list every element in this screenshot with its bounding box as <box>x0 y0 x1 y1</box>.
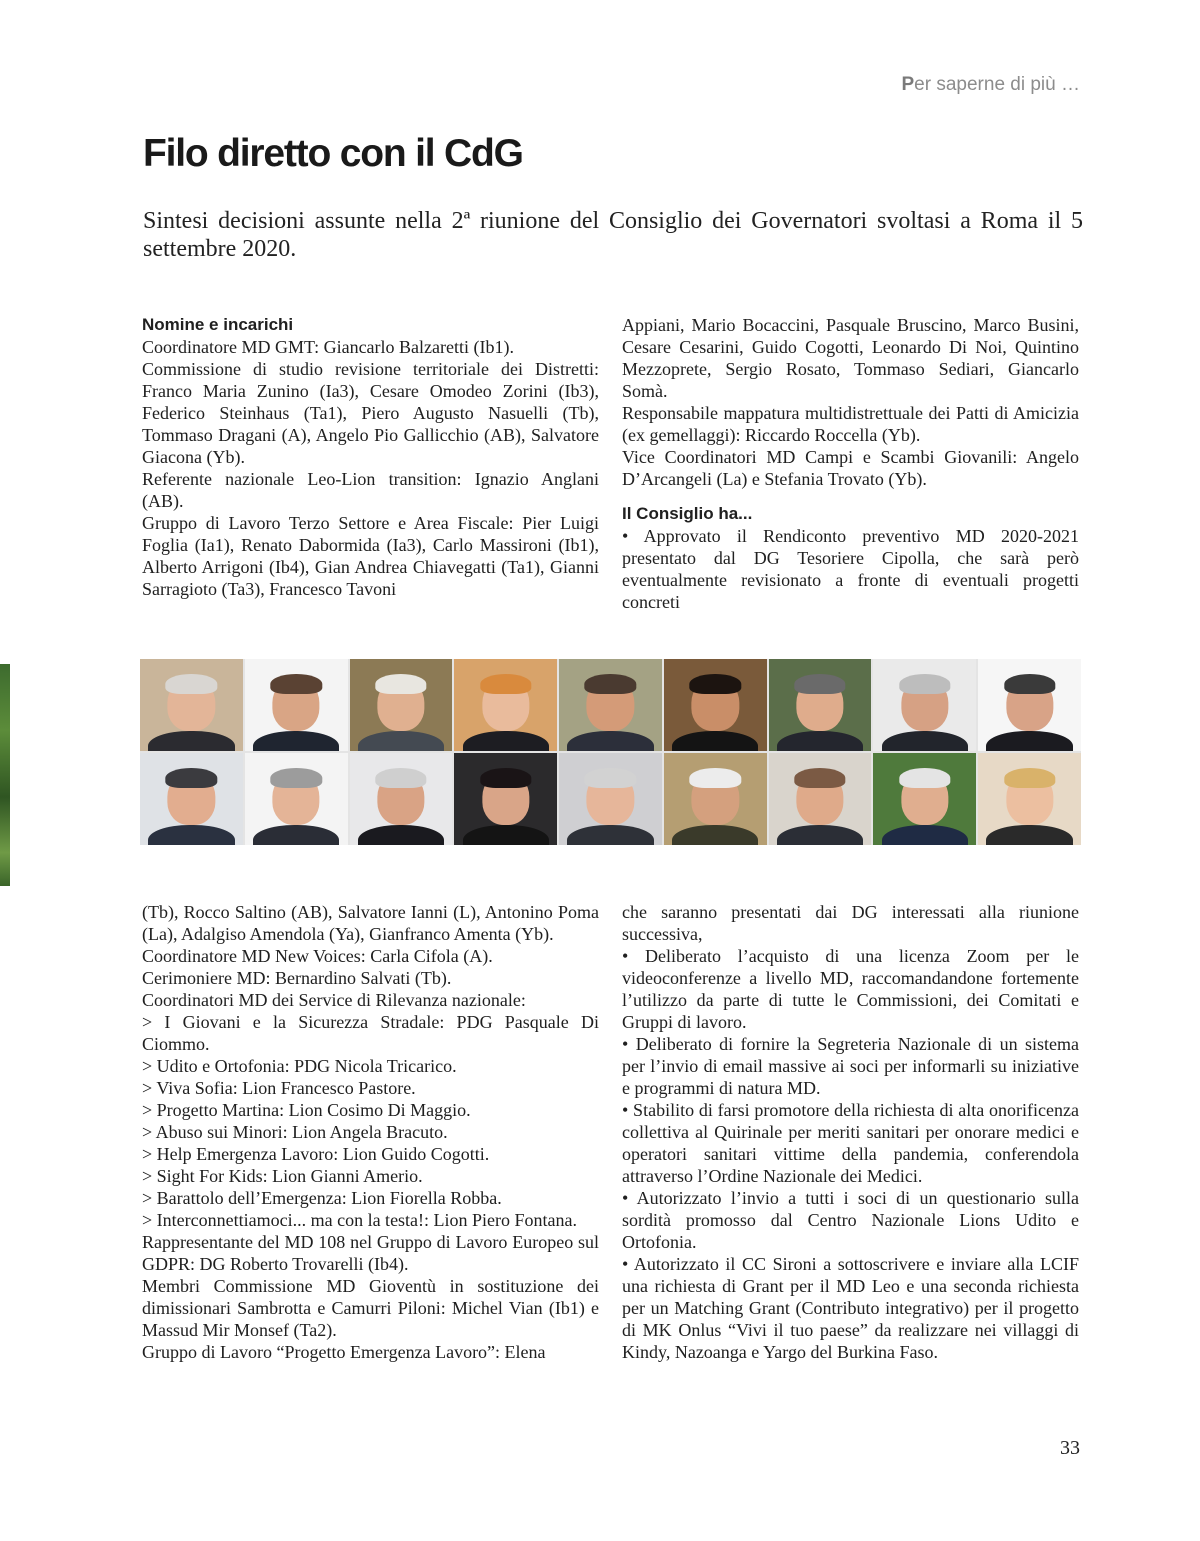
paragraph: Vice Coordinatori MD Campi e Scambi Giovanili: Angelo D’Arcangeli (La) e Stefania Trovato (Yb). <box>622 447 1079 489</box>
portrait-body <box>567 731 653 751</box>
bullet-item: • Autorizzato l’invio a tutti i soci di un questionario sulla sordità promosso dal Centro Nazionale Lions Udito e Ortofonia. <box>622 1188 1079 1252</box>
portrait-photo <box>140 753 243 845</box>
paragraph: che saranno presentati dai DG interessati alla riunione successiva, <box>622 902 1079 944</box>
portrait-body <box>148 731 234 751</box>
portrait-body <box>463 825 549 845</box>
portrait-body <box>777 731 863 751</box>
portrait-photo <box>140 659 243 751</box>
portrait-body <box>882 731 968 751</box>
portrait-body <box>567 825 653 845</box>
list-item: > I Giovani e la Sicurezza Stradale: PDG Pasquale Di Ciommo. <box>142 1012 599 1054</box>
paragraph: Gruppo di Lavoro Terzo Settore e Area Fiscale: Pier Luigi Foglia (Ia1), Renato Dabormida (Ia3), Carlo Massironi (Ib1), Alberto Arrigoni (Ib4), Gian Andrea Chiavegatti (Ta1), Gianni Sarragioto (Ta3), Francesco Tavoni <box>142 513 599 599</box>
paragraph: (Tb), Rocco Saltino (AB), Salvatore Ianni (L), Antonino Poma (La), Adalgiso Amendola (Ya), Gianfranco Amenta (Yb). <box>142 902 599 944</box>
portrait-hair <box>899 768 950 788</box>
portrait-photo <box>664 659 767 751</box>
portrait-photo <box>559 753 662 845</box>
portrait-photo <box>978 753 1081 845</box>
portrait-hair <box>899 674 950 694</box>
list-item: > Progetto Martina: Lion Cosimo Di Maggio. <box>142 1100 471 1120</box>
portrait-photo <box>664 753 767 845</box>
portrait-hair <box>270 674 321 694</box>
portrait-hair <box>480 768 531 788</box>
portrait-hair <box>375 768 426 788</box>
section-header-rest: er saperne di più … <box>914 74 1080 95</box>
portrait-hair <box>585 768 636 788</box>
bullet-item: • Deliberato l’acquisto di una licenza Zoom per le videoconferenze a livello MD, raccomandandone fortemente l’utilizzo da parte di tutte le Commissioni, dei Comitati e Gruppi di lavoro. <box>622 946 1079 1032</box>
portrait-photo <box>978 659 1081 751</box>
column-bottom-right <box>622 901 1079 1363</box>
portrait-hair <box>480 674 531 694</box>
portrait-hair <box>375 674 426 694</box>
paragraph: Cerimoniere MD: Bernardino Salvati (Tb). <box>142 968 452 988</box>
portrait-hair <box>794 768 845 788</box>
paragraph: • Approvato il Rendiconto preventivo MD 2020-2021 presentato dal DG Tesoriere Cipolla, che sarà però eventualmente revisionato a fronte di eventuali progetti concreti <box>622 526 1079 612</box>
bullet-item: • Stabilito di farsi promotore della richiesta di alta onorificenza collettiva al Quirinale per meriti sanitari per onorare medici e operatori sanitari vittime della pandemia, conferendola attraverso l’Ordine Nazionale dei Medici. <box>622 1100 1079 1186</box>
portrait-hair <box>1004 768 1055 788</box>
section-header <box>901 74 1080 96</box>
portrait-body <box>777 825 863 845</box>
paragraph: Membri Commissione MD Gioventù in sostituzione dei dimissionari Sambrotta e Camurri Piloni: Michel Vian (Ib1) e Massud Mir Monsef (Ta2). <box>142 1276 599 1340</box>
portrait-hair <box>166 674 217 694</box>
portrait-photo <box>769 659 872 751</box>
portrait-photo <box>350 659 453 751</box>
list-item: > Udito e Ortofonia: PDG Nicola Tricarico. <box>142 1056 457 1076</box>
portrait-hair <box>794 674 845 694</box>
portrait-body <box>463 731 549 751</box>
portrait-photo <box>245 753 348 845</box>
portrait-body <box>148 825 234 845</box>
portrait-body <box>672 825 758 845</box>
portrait-body <box>253 825 339 845</box>
paragraph: Coordinatore MD GMT: Giancarlo Balzaretti (Ib1). <box>142 337 514 357</box>
portrait-hair <box>690 674 741 694</box>
list-item: > Abuso sui Minori: Lion Angela Bracuto. <box>142 1122 448 1142</box>
portrait-body <box>672 731 758 751</box>
paragraph: Gruppo di Lavoro “Progetto Emergenza Lavoro”: Elena <box>142 1342 546 1362</box>
portrait-body <box>882 825 968 845</box>
column-top-left <box>142 314 599 600</box>
portrait-photo <box>245 659 348 751</box>
column-top-right <box>622 314 1079 613</box>
paragraph: Rappresentante del MD 108 nel Gruppo di Lavoro Europeo sul GDPR: DG Roberto Trovarelli (Ib4). <box>142 1232 599 1274</box>
list-item: > Viva Sofia: Lion Francesco Pastore. <box>142 1078 416 1098</box>
paragraph: Referente nazionale Leo-Lion transition: Ignazio Anglani (AB). <box>142 469 599 511</box>
portrait-photo <box>350 753 453 845</box>
paragraph: Responsabile mappatura multidistrettuale dei Patti di Amicizia (ex gemellaggi): Riccardo Roccella (Yb). <box>622 403 1079 445</box>
portrait-hair <box>585 674 636 694</box>
bullet-item: • Deliberato di fornire la Segreteria Nazionale di un sistema per l’invio di email massive ai soci per informarli su iniziative e programmi di natura MD. <box>622 1034 1079 1098</box>
portrait-body <box>986 731 1072 751</box>
page-title: Filo diretto con il CdG <box>143 132 523 175</box>
portrait-body <box>986 825 1072 845</box>
heading-consiglio: Il Consiglio ha... <box>622 504 753 523</box>
paragraph: Coordinatori MD dei Service di Rilevanza nazionale: <box>142 990 526 1010</box>
portrait-photo <box>769 753 872 845</box>
paragraph: Appiani, Mario Bocaccini, Pasquale Bruscino, Marco Busini, Cesare Cesarini, Guido Cogotti, Leonardo Di Noi, Quintino Mezzoprete, Sergio Rosato, Tommaso Sediari, Giancarlo Somà. <box>622 315 1079 401</box>
portrait-hair <box>690 768 741 788</box>
portrait-hair <box>270 768 321 788</box>
list-item: > Help Emergenza Lavoro: Lion Guido Cogotti. <box>142 1144 490 1164</box>
intro-paragraph: Sintesi decisioni assunte nella 2ª riunione del Consiglio dei Governatori svoltasi a Roma il 5 settembre 2020. <box>143 208 1083 262</box>
portrait-body <box>358 731 444 751</box>
edge-photo-strip <box>0 664 10 886</box>
column-bottom-left <box>142 901 599 1363</box>
section-header-initial: P <box>901 74 915 95</box>
portrait-photo <box>454 659 557 751</box>
list-item: > Interconnettiamoci... ma con la testa!: Lion Piero Fontana. <box>142 1210 578 1230</box>
paragraph: Commissione di studio revisione territoriale dei Distretti: Franco Maria Zunino (Ia3), Cesare Omodeo Zorini (Ib3), Federico Steinhaus (Ta1), Piero Augusto Nasuelli (Tb), Tommaso Dragani (A), Angelo Pio Gallicchio (AB), Salvatore Giacona (Yb). <box>142 359 599 467</box>
list-item: > Barattolo dell’Emergenza: Lion Fiorella Robba. <box>142 1188 502 1208</box>
heading-nomine: Nomine e incarichi <box>142 315 294 334</box>
paragraph: Coordinatore MD New Voices: Carla Cifola (A). <box>142 946 493 966</box>
portrait-photo <box>454 753 557 845</box>
portrait-hair <box>1004 674 1055 694</box>
governors-photo-grid <box>140 659 1081 845</box>
portrait-photo <box>559 659 662 751</box>
portrait-body <box>253 731 339 751</box>
portrait-hair <box>166 768 217 788</box>
list-item: > Sight For Kids: Lion Gianni Amerio. <box>142 1166 423 1186</box>
bullet-item: • Autorizzato il CC Sironi a sottoscrivere e inviare alla LCIF una richiesta di Grant per il MD Leo e una seconda richiesta per un Matching Grant (Contributo integrativo) per il progetto di MK Onlus “Vivi il tuo paese” da realizzare nei villaggi di Kindy, Nazoanga e Yargo del Burkina Faso. <box>622 1254 1079 1362</box>
page-number: 33 <box>1060 1437 1080 1459</box>
portrait-body <box>358 825 444 845</box>
portrait-photo <box>873 753 976 845</box>
portrait-photo <box>873 659 976 751</box>
